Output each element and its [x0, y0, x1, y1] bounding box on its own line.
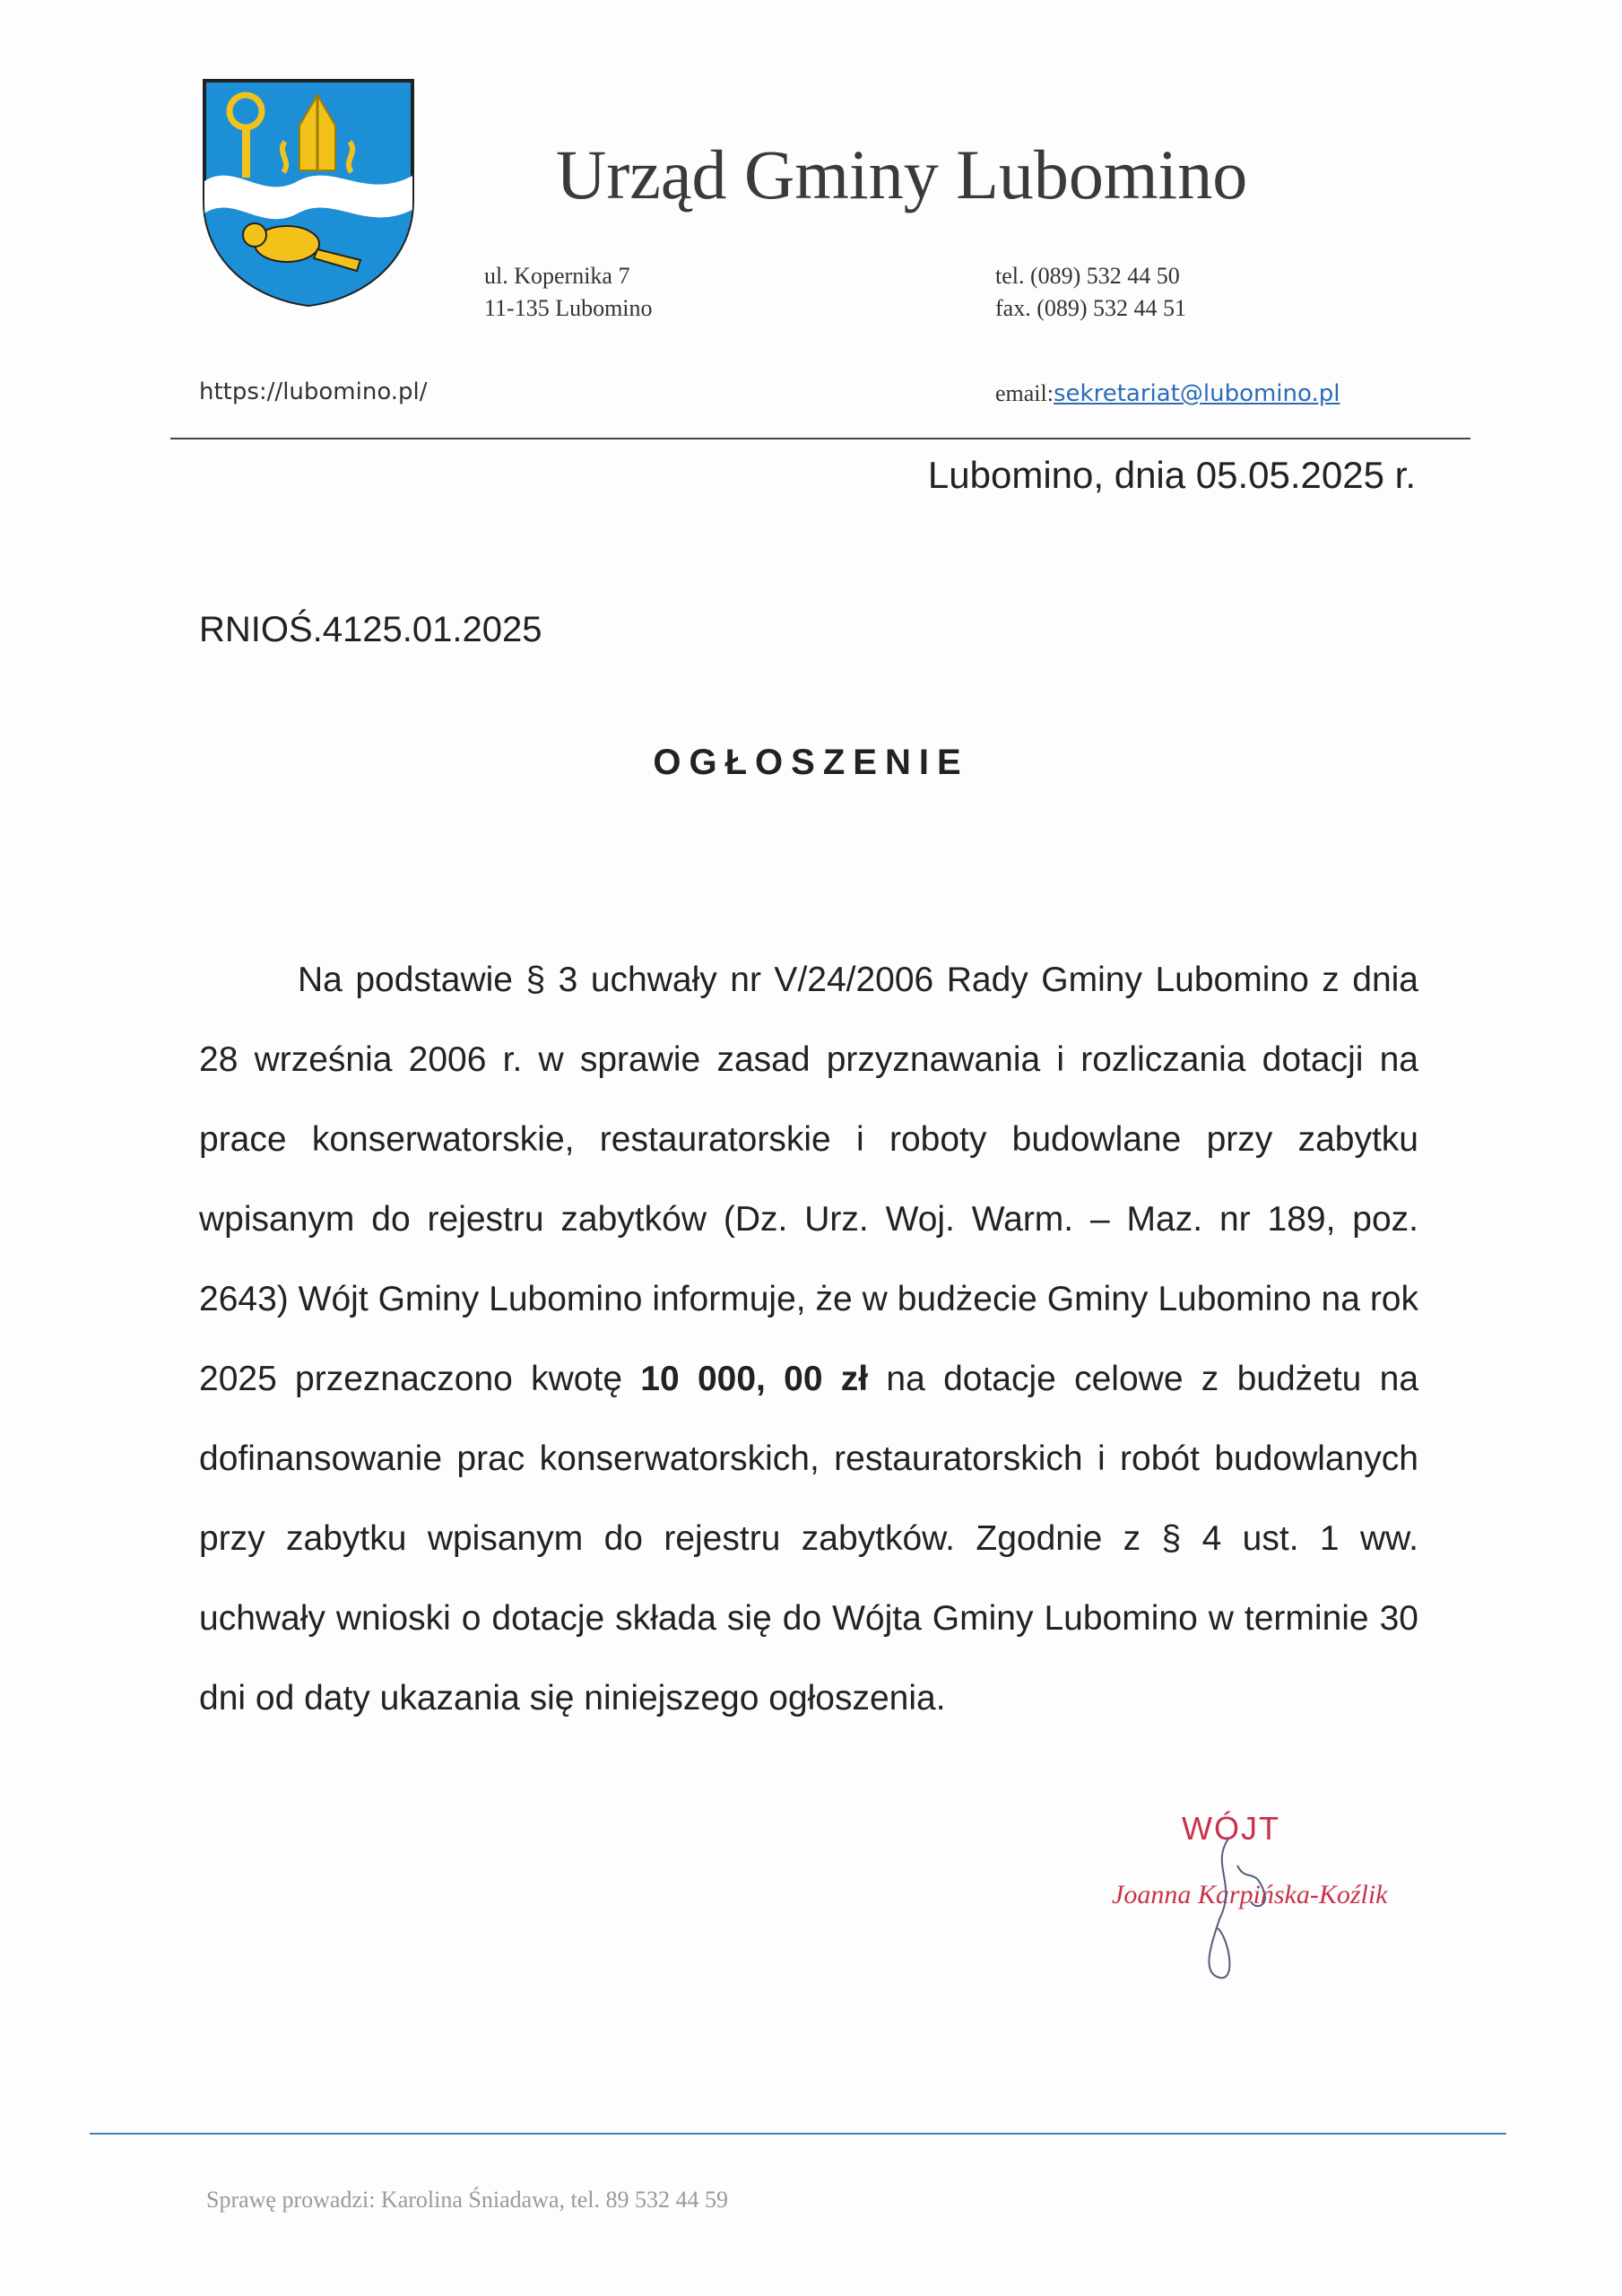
- fax-number: fax. (089) 532 44 51: [995, 295, 1187, 321]
- email-link[interactable]: sekretariat@lubomino.pl: [1053, 380, 1340, 407]
- email-label: email:: [995, 380, 1054, 406]
- signature-title: WÓJT: [1182, 1810, 1280, 1847]
- grant-amount: 10 000, 00 zł: [640, 1360, 869, 1398]
- email-line: [995, 380, 1340, 407]
- coat-of-arms-logo: [199, 75, 418, 309]
- office-address: [484, 260, 653, 325]
- footer-case-handler: Sprawę prowadzi: Karolina Śniadawa, tel. 89 532 44 59: [206, 2187, 728, 2213]
- signature-name: Joanna Karpińska-Koźlik: [1112, 1880, 1388, 1909]
- reference-number: RNIOŚ.4125.01.2025: [199, 610, 542, 649]
- handwritten-signature: [1175, 1830, 1300, 1991]
- announcement-body: [199, 940, 1418, 1738]
- office-name: Urząd Gminy Lubomino: [556, 135, 1248, 213]
- office-contact: [995, 260, 1186, 325]
- phone-number: tel. (089) 532 44 50: [995, 263, 1180, 289]
- body-text-start: Na podstawie § 3 uchwały nr V/24/2006 Rady Gminy Lubomino z dnia 28 września 2006 r. w sprawie zasad przyznawania i rozliczania dotacji na prace konserwatorskie, restauratorskie i roboty budowlane przy zabytku wpisanym do rejestru zabytków (Dz. Urz. Woj. Warm. – Maz. nr 189, poz. 2643) Wójt Gminy Lubomino informuje, że w budżecie Gminy Lubomino na rok 2025 przeznaczono kwotę: [199, 961, 1418, 1398]
- footer-divider: [90, 2133, 1506, 2135]
- header-divider: [170, 438, 1470, 439]
- website-link[interactable]: https://lubomino.pl/: [199, 378, 428, 405]
- address-city: 11-135 Lubomino: [484, 295, 653, 321]
- announcement-paragraph: [199, 940, 1418, 1738]
- document-heading: OGŁOSZENIE: [653, 743, 969, 782]
- body-text-end: na dotacje celowe z budżetu na dofinansowanie prac konserwatorskich, restauratorskich i robót budowlanych przy zabytku wpisanym do rejestru zabytków. Zgodnie z § 4 ust. 1 ww. uchwały wnioski o dotacje składa się do Wójta Gminy Lubomino w terminie 30 dni od daty ukazania się niniejszego ogłoszenia.: [199, 1360, 1419, 1718]
- place-date: Lubomino, dnia 05.05.2025 r.: [927, 454, 1416, 496]
- address-street: ul. Kopernika 7: [484, 263, 630, 289]
